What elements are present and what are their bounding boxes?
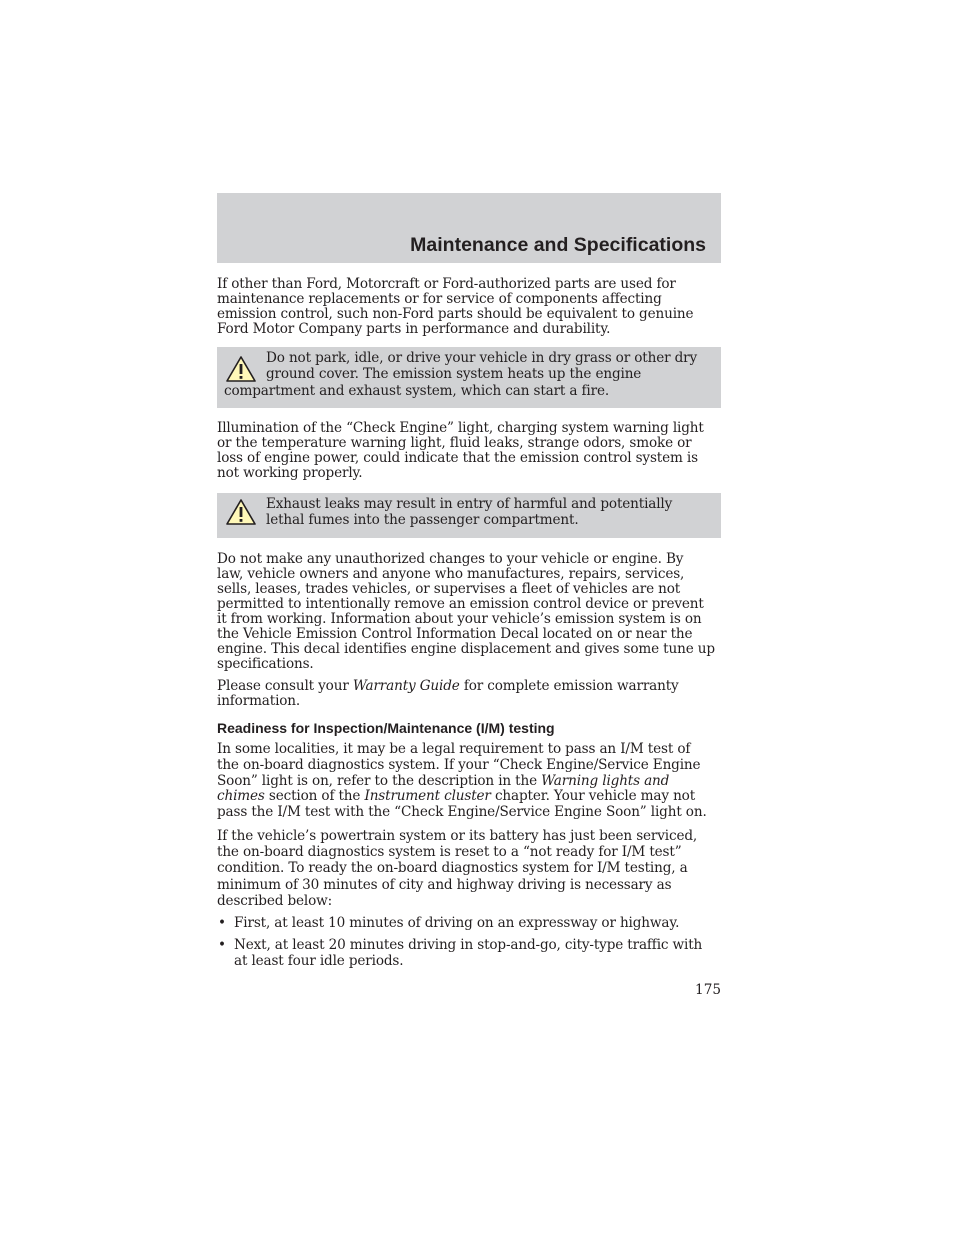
page-content xyxy=(217,277,721,969)
paragraph-warranty: Please consult your Warranty Guide for complete emission warranty information. xyxy=(217,678,679,709)
warranty-guide-reference: Warranty Guide xyxy=(352,678,460,694)
section-header-band xyxy=(217,193,721,263)
section-title: Maintenance and Specifications xyxy=(410,234,706,256)
paragraph-powertrain-serviced: If the vehicle’s powertrain system or its battery has just been serviced, the on-board diagnostics system is reset to a “not ready for I/M test” condition. To ready the on-board diagnostics system for I/M testing, a minimum of 30 minutes of city and highway driving is necessary as described below: xyxy=(217,827,698,909)
paragraph-unauthorized-changes: Do not make any unauthorized changes to your vehicle or engine. By law, vehicle owners and anyone who manufactures, repairs, services, sells, leases, trades vehicles, or supervises a fleet of vehicles are not permitted to intentionally remove an emission control device or prevent it from working. Information about your vehicle’s emission system is on the Vehicle Emission Control Information Decal located on or near the engine. This decal identifies engine displacement and gives some tune up specifications. xyxy=(217,551,715,672)
paragraph-illumination: Illumination of the “Check Engine” light, charging system warning light or the temperature warning light, fluid leaks, strange odors, smoke or loss of engine power, could indicate that the emission control system is not working properly. xyxy=(217,420,704,481)
driving-requirements-list xyxy=(217,915,721,969)
paragraph-im-test: In some localities, it may be a legal requirement to pass an I/M test of the on-board diagnostics system. If your “Check Engine/Service Engine Soon” light is on, refer to the description in the Warning lights and chimes section of the Instrument cluster chapter. Your vehicle may not pass the I/M test with the “Check Engine/Service Engine Soon” light on. xyxy=(217,741,707,821)
list-item: • First, at least 10 minutes of driving on an expressway or highway. xyxy=(218,915,680,931)
bullet-icon: • xyxy=(218,915,226,931)
warning-triangle-icon xyxy=(225,355,257,383)
warning-box-exhaust-leaks: Exhaust leaks may result in entry of harmful and potentially lethal fumes into the passenger compartment. xyxy=(217,493,721,538)
paragraph-non-ford-parts: If other than Ford, Motorcraft or Ford-authorized parts are used for maintenance replacements or for service of components affecting emission control, such non-Ford parts should be equivalent to genuine Ford Motor Company parts in performance and durability. xyxy=(217,276,694,337)
warning-box-dry-grass: Do not park, idle, or drive your vehicle in dry grass or other dry ground cover. The emission system heats up the engine compartment and exhaust system, which can start a fire. xyxy=(217,347,721,408)
warning-triangle-icon xyxy=(225,498,257,526)
instrument-cluster-reference: Instrument cluster xyxy=(364,788,491,805)
bullet-icon: • xyxy=(218,937,226,953)
subheading-readiness: Readiness for Inspection/Maintenance (I/M) testing xyxy=(217,720,555,736)
page-number: 175 xyxy=(695,982,721,998)
list-item: • Next, at least 20 minutes driving in stop-and-go, city-type traffic with at least four idle periods. xyxy=(218,937,703,969)
warning-lights-reference: Warning lights and xyxy=(541,772,670,789)
